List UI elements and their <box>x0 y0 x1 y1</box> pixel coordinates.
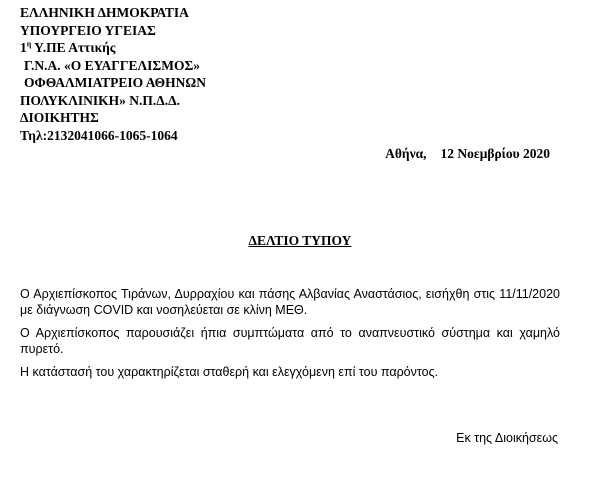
health-region-superscript: η <box>26 39 32 49</box>
health-region-number: 1 <box>20 40 27 55</box>
letterhead-health-region <box>20 39 206 57</box>
paragraph-symptoms: Ο Αρχιεπίσκοπος παρουσιάζει ήπια συμπτώματα από το αναπνευστικό σύστημα και χαμηλό πυρετό. <box>20 326 560 356</box>
paragraph-admission: Ο Αρχιεπίσκοπος Τιράνων, Δυρραχίου και πάσης Αλβανίας Αναστάσιος, εισήχθη στις 11/11/2020 με διάγνωση COVID και νοσηλεύεται σε κλίνη ΜΕΘ. <box>20 287 560 317</box>
signature: Εκ της Διοικήσεως <box>456 431 558 445</box>
date-city: Αθήνα, <box>385 146 427 161</box>
letterhead-polyclinic: ΠΟΛΥΚΛΙΝΙΚΗ» Ν.Π.Δ.Δ. <box>20 92 180 108</box>
letterhead <box>20 4 206 144</box>
date-value: 12 Νοεμβρίου 2020 <box>440 146 550 161</box>
health-region-name: Υ.ΠΕ Αττικής <box>31 40 116 55</box>
letterhead-phone: Τηλ:2132041066-1065-1064 <box>20 127 178 143</box>
letterhead-administrator: ΔΙΟΙΚΗΤΗΣ <box>20 110 99 125</box>
letterhead-hospital: Γ.Ν.Α. «Ο ΕΥΑΓΓΕΛΙΣΜΟΣ» <box>24 57 201 73</box>
letterhead-ministry: ΥΠΟΥΡΓΕΙΟ ΥΓΕΙΑΣ <box>20 22 156 38</box>
press-release-title: ΔΕΛΤΙΟ ΤΥΠΟΥ <box>248 233 352 248</box>
document-date <box>385 146 550 162</box>
letterhead-eye-clinic: ΟΦΘΑΛΜΙΑΤΡΕΙΟ ΑΘΗΝΩΝ <box>24 75 206 90</box>
paragraph-condition: Η κατάστασή του χαρακτηρίζεται σταθερή και ελεγχόμενη επί του παρόντος. <box>20 365 439 379</box>
press-release-body <box>20 286 560 387</box>
letterhead-country: ΕΛΛΗΝΙΚΗ ΔΗΜΟΚΡΑΤΙΑ <box>20 5 189 20</box>
